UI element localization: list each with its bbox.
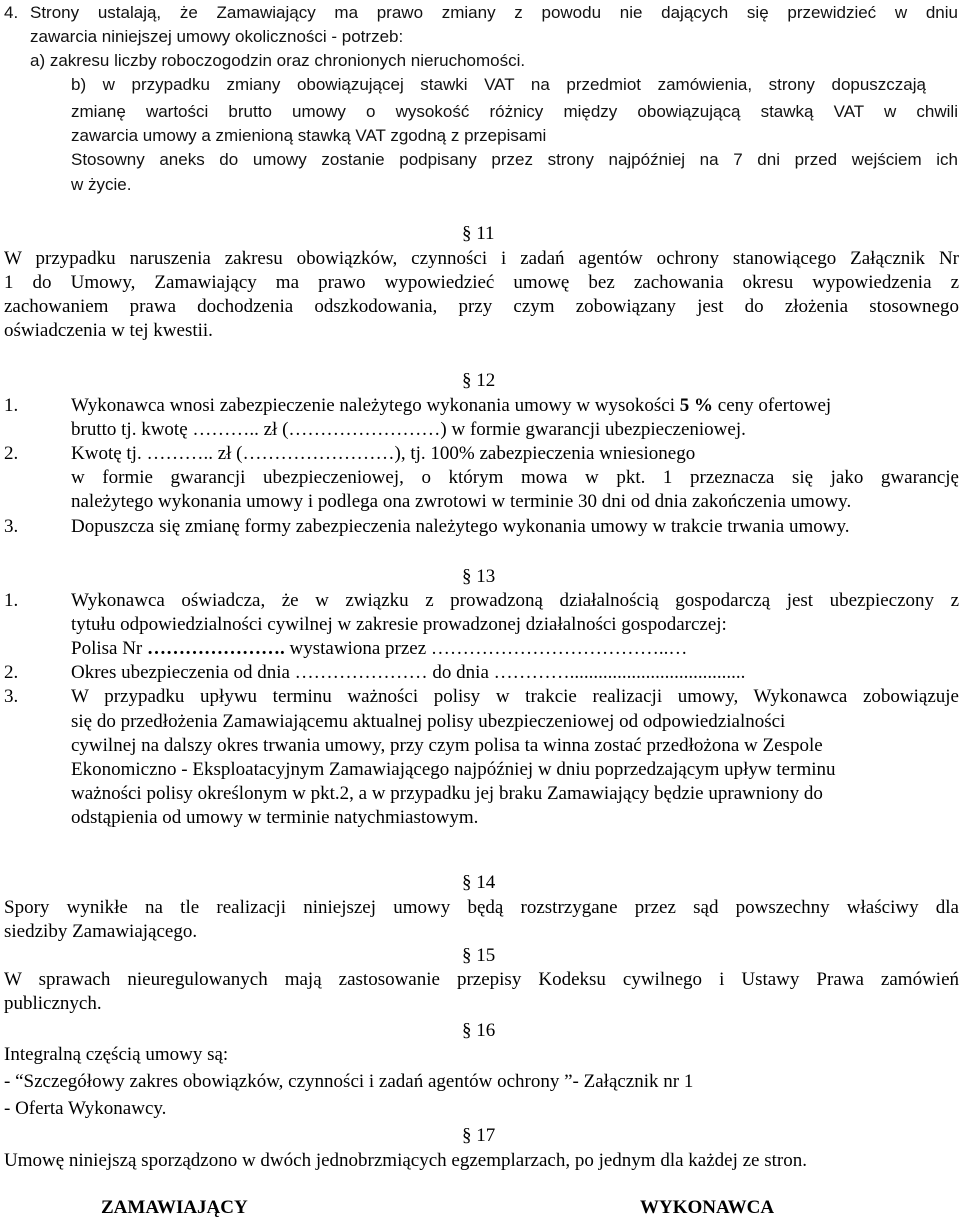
paragraph-line: 1 do Umowy, Zamawiający ma prawo wypowiedzieć umowę bez zachowania okresu wypowiedzenia z: [4, 272, 959, 293]
item-number: 3.: [4, 686, 19, 707]
paragraph-line: a) zakresu liczby roboczogodzin oraz chronionych nieruchomości.: [30, 51, 526, 70]
paragraph-line: Ekonomiczno - Eksploatacyjnym Zamawiającego najpóźniej w dniu poprzedzającym upływ terminu: [71, 759, 836, 780]
paragraph-line: Umowę niniejszą sporządzono w dwóch jednobrzmiących egzemplarzach, po jednym dla każdej ze stron.: [4, 1150, 807, 1171]
item-number: 2.: [4, 662, 19, 683]
paragraph-line: należytego wykonania umowy i podlega ona zwrotowi w terminie 30 dni od dnia zakończenia umowy.: [71, 491, 852, 512]
paragraph-line: Kwotę tj. ……….. zł (……………………), tj. 100% zabezpieczenia wniesionego: [71, 443, 696, 464]
paragraph-line: Wykonawca wnosi zabezpieczenie należytego wykonania umowy w wysokości 5 % ceny ofertowej: [71, 395, 832, 416]
signature-label-wykonawca: WYKONAWCA: [640, 1197, 775, 1218]
item-number: 1.: [4, 395, 19, 416]
paragraph-line: Polisa Nr …………………. wystawiona przez ………………………………..…: [71, 638, 688, 659]
paragraph-line: - “Szczegółowy zakres obowiązków, czynności i zadań agentów ochrony ”- Załącznik nr 1: [4, 1071, 694, 1092]
section-heading: § 14: [462, 872, 496, 893]
item-number: 4.: [4, 3, 19, 22]
paragraph-line: W sprawach nieuregulowanych mają zastosowanie przepisy Kodeksu cywilnego i Ustawy Prawa zamówień: [4, 969, 959, 990]
paragraph-line: brutto tj. kwotę ……….. zł (……………………) w formie gwarancji ubezpieczeniowej.: [71, 419, 746, 440]
paragraph-line: tytułu odpowiedzialności cywilnej w zakresie prowadzonej działalności gospodarczej:: [71, 614, 727, 635]
paragraph-line: b) w przypadku zmiany obowiązującej stawki VAT na przedmiot zamówienia, strony dopuszczają: [71, 75, 926, 94]
paragraph-line: w życie.: [71, 175, 132, 194]
paragraph-line: zawarcia umowy a zmienioną stawką VAT zgodną z przepisami: [71, 126, 547, 145]
section-heading: § 13: [462, 566, 496, 587]
section-heading: § 12: [462, 370, 496, 391]
signature-label-zamawiajacy: ZAMAWIAJĄCY: [101, 1197, 248, 1218]
paragraph-line: Spory wynikłe na tle realizacji niniejszej umowy będą rozstrzygane przez sąd powszechny właściwy dla: [4, 897, 959, 918]
paragraph-line: się do przedłożenia Zamawiającemu aktualnej polisy ubezpieczeniowej od odpowiedzialności: [71, 711, 786, 732]
paragraph-line: W przypadku naruszenia zakresu obowiązków, czynności i zadań agentów ochrony stanowiącego Załącznik Nr: [4, 248, 959, 269]
section-heading: § 15: [462, 945, 496, 966]
item-number: 1.: [4, 590, 19, 611]
paragraph-line: zachowaniem prawa dochodzenia odszkodowania, przy czym zobowiązany jest do złożenia stosownego: [4, 296, 959, 317]
paragraph-line: Okres ubezpieczenia od dnia ………………… do dnia ………….....................................: [71, 662, 746, 683]
paragraph-line: - Oferta Wykonawcy.: [4, 1098, 167, 1119]
section-heading: § 11: [462, 223, 495, 244]
paragraph-line: w formie gwarancji ubezpieczeniowej, o którym mowa w pkt. 1 przeznacza się jako gwarancję: [71, 467, 959, 488]
paragraph-line: oświadczenia w tej kwestii.: [4, 320, 213, 341]
paragraph-line: Dopuszcza się zmianę formy zabezpieczenia należytego wykonania umowy w trakcie trwania umowy.: [71, 516, 850, 537]
paragraph-line: W przypadku upływu terminu ważności polisy w trakcie realizacji umowy, Wykonawca zobowiązuje: [71, 686, 959, 707]
paragraph-line: zawarcia niniejszej umowy okoliczności - potrzeb:: [30, 27, 404, 46]
section-heading: § 17: [462, 1125, 496, 1146]
paragraph-line: cywilnej na dalszy okres trwania umowy, przy czym polisa ta winna zostać przedłożona w Zespole: [71, 735, 823, 756]
section-heading: § 16: [462, 1020, 496, 1041]
paragraph-line: Stosowny aneks do umowy zostanie podpisany przez strony najpóźniej na 7 dni przed wejściem ich: [71, 150, 958, 169]
paragraph-line: siedziby Zamawiającego.: [4, 921, 198, 942]
item-number: 2.: [4, 443, 19, 464]
paragraph-line: ważności polisy określonym w pkt.2, a w przypadku jej braku Zamawiający będzie uprawniony do: [71, 783, 823, 804]
paragraph-line: zmianę wartości brutto umowy o wysokość różnicy między obowiązującą stawką VAT w chwili: [71, 102, 958, 121]
paragraph-line: odstąpienia od umowy w terminie natychmiastowym.: [71, 807, 479, 828]
paragraph-line: Integralną częścią umowy są:: [4, 1044, 229, 1065]
item-number: 3.: [4, 516, 19, 537]
paragraph-line: Strony ustalają, że Zamawiający ma prawo zmiany z powodu nie dających się przewidzieć w dniu: [30, 3, 958, 22]
paragraph-line: Wykonawca oświadcza, że w związku z prowadzoną działalnością gospodarczą jest ubezpieczony z: [71, 590, 959, 611]
paragraph-line: publicznych.: [4, 993, 102, 1014]
